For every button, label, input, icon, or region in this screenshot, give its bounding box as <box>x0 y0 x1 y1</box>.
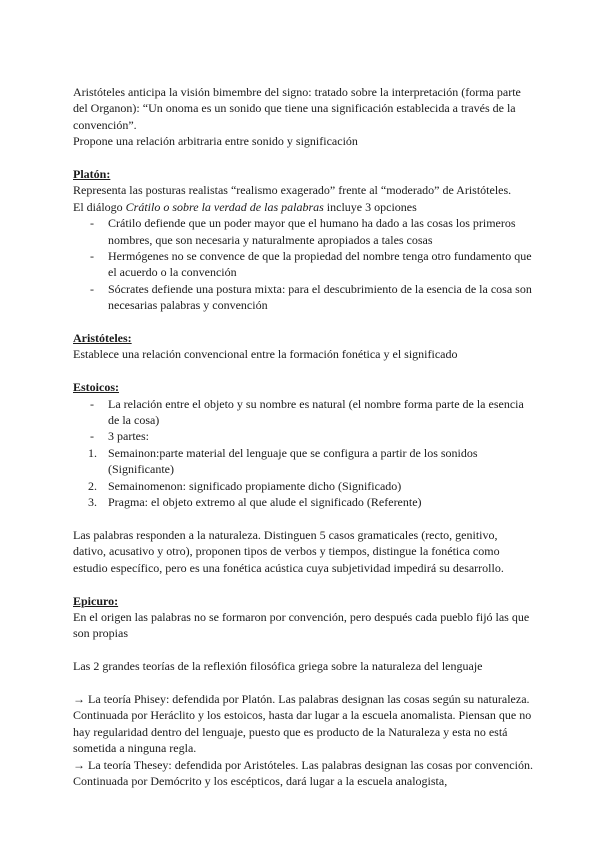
platon-p2-pre: El diálogo <box>73 199 126 214</box>
platon-paragraph-1: Representa las posturas realistas “realismo exagerado” frente al “moderado” de Aristóteles. <box>73 183 512 198</box>
estoicos-list <box>73 396 533 511</box>
list-item <box>73 248 533 281</box>
dash-marker: - <box>90 216 94 231</box>
list-item <box>73 281 533 314</box>
platon-options-list <box>73 215 533 313</box>
document-page <box>73 84 533 789</box>
aristoteles-heading: Aristóteles: <box>73 331 132 346</box>
dash-marker: - <box>90 429 94 444</box>
numbered-item <box>73 494 533 510</box>
platon-p2-post: incluye 3 opciones <box>323 199 417 214</box>
list-item <box>73 428 533 444</box>
list-item-text: Crátilo defiende que un poder mayor que el humano ha dado a las cosas los primeros nombres, que son necesaria y naturalmente apropiados a tales cosas <box>108 216 516 247</box>
teoria-phisey: → La teoría Phisey: defendida por Platón. Las palabras designan las cosas según su naturaleza. Continuada por Heráclito y los estoicos, hasta dar lugar a la escuela anomalista. Piensan que no hay regularidad dentro del lenguaje, puesto que es producto de la Naturaleza y esta no está sometida a ninguna regla. <box>73 691 532 756</box>
epicuro-heading: Epicuro: <box>73 593 119 608</box>
aristoteles-paragraph: Establece una relación convencional entre la formación fonética y el significado <box>73 347 458 362</box>
number-marker: 3. <box>88 495 97 510</box>
dash-marker: - <box>90 396 94 411</box>
list-item <box>73 215 533 248</box>
list-item <box>73 396 533 429</box>
platon-heading: Platón: <box>73 167 111 182</box>
estoicos-heading: Estoicos: <box>73 380 119 395</box>
number-marker: 2. <box>88 478 97 493</box>
dash-marker: - <box>90 281 94 296</box>
estoicos-paragraph: Las palabras responden a la naturaleza. Distinguen 5 casos gramaticales (recto, genitivo, dativo, acusativo y otro), proponen tipos de verbos y tiempos, distingue la fonética como estudio específico, pero es una fonética acústica cuya subjetividad impedirá su desarrollo. <box>73 527 504 575</box>
teorias-intro: Las 2 grandes teorías de la reflexión filosófica griega sobre la naturaleza del lenguaje <box>73 659 483 674</box>
numbered-item-text: Semainomenon: significado propiamente dicho (Significado) <box>108 478 402 493</box>
list-item-text: Hermógenes no se convence de que la propiedad del nombre tenga otro fundamento que el acuerdo o la convención <box>108 249 532 280</box>
dash-marker: - <box>90 249 94 264</box>
numbered-item-text: Semainon:parte material del lenguaje que se configura a partir de los sonidos (Significante) <box>108 445 478 477</box>
platon-paragraph-2 <box>73 199 533 215</box>
list-item-text: 3 partes: <box>108 429 149 444</box>
list-item-text: Sócrates defiende una postura mixta: para el descubrimiento de la esencia de la cosa son necesarias palabras y convención <box>108 281 532 313</box>
numbered-item <box>73 445 533 478</box>
number-marker: 1. <box>88 445 97 460</box>
numbered-item-text: Pragma: el objeto extremo al que alude el significado (Referente) <box>108 495 422 510</box>
epicuro-paragraph: En el origen las palabras no se formaron por convención, pero después cada pueblo fijó las que son propias <box>73 609 530 641</box>
list-item-text: La relación entre el objeto y su nombre es natural (el nombre forma parte de la esencia de la cosa) <box>108 396 524 428</box>
intro-paragraph-2: Propone una relación arbitraria entre sonido y significación <box>73 134 358 149</box>
teoria-thesey: → La teoría Thesey: defendida por Aristóteles. Las palabras designan las cosas por convención. Continuada por Demócrito y los escépticos, dará lugar a la escuela analogista, <box>73 757 533 788</box>
numbered-item <box>73 478 533 494</box>
intro-paragraph-1: Aristóteles anticipa la visión bimembre del signo: tratado sobre la interpretación (forma parte del Organon): “Un onoma es un sonido que tiene una significación establecida a través de la convención”. <box>73 85 521 132</box>
dialog-title: Crátilo o sobre la verdad de las palabras <box>125 199 324 214</box>
